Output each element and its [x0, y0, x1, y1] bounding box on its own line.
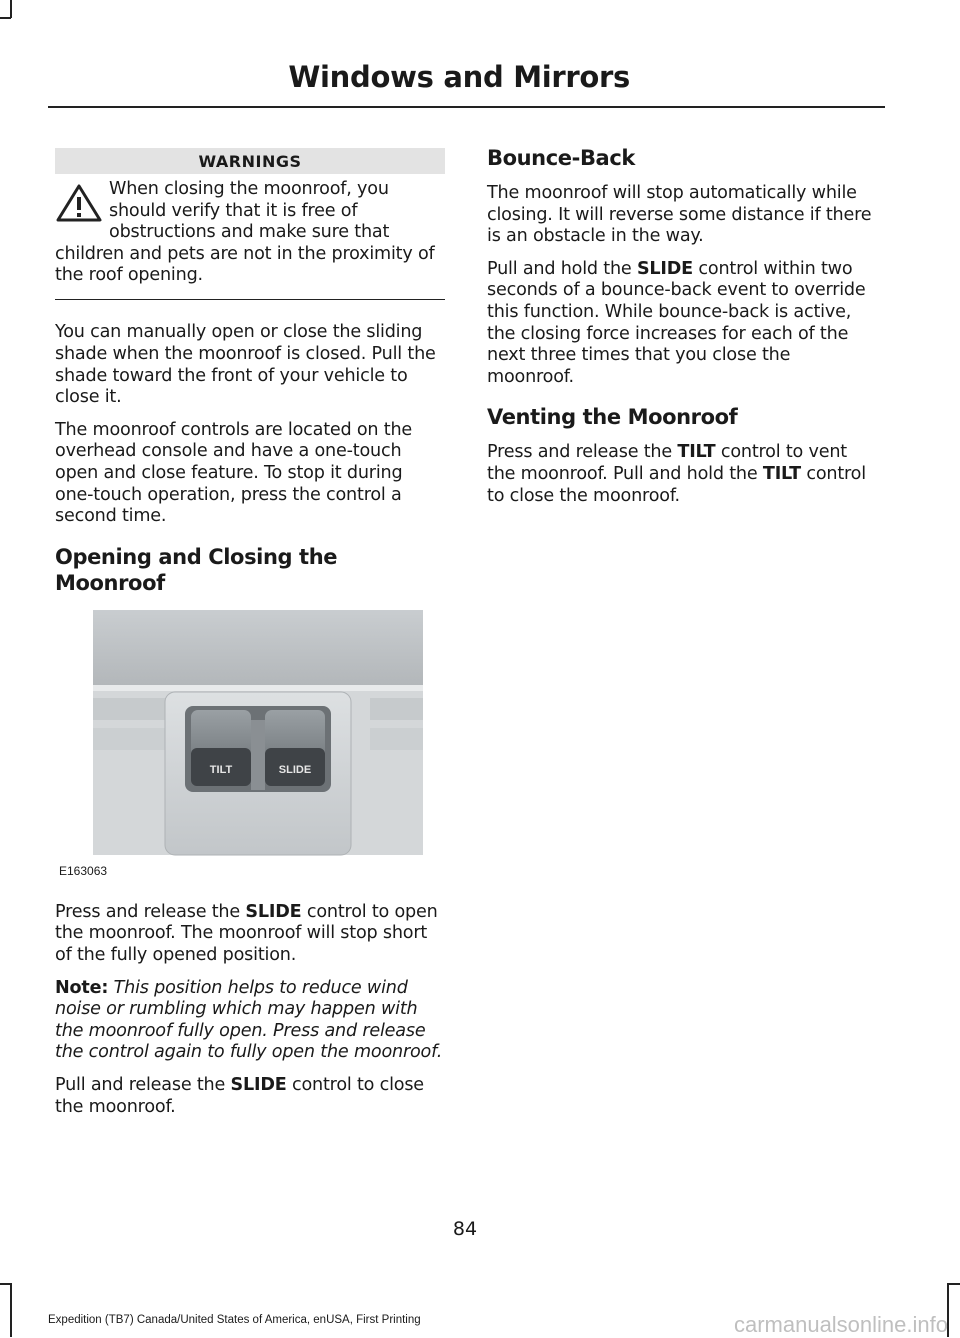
paragraph: Pull and hold the SLIDE control within two seconds of a bounce-back event to override this function. While bounce-back is active, the closing force increases for each of the next three times that you close the moonroof. — [487, 258, 866, 387]
left-column — [55, 148, 445, 1129]
watermark: carmanualsonline.info — [733, 1312, 948, 1337]
paragraph: The moonroof will stop automatically while closing. It will reverse some distance if there is an obstacle in the way. — [487, 183, 872, 247]
note-text: This position helps to reduce wind noise or rumbling which may happen with the moonroof fully open. Press and release the control again to fully open the moonroof. — [55, 977, 443, 1063]
footer-text: Expedition (TB7) Canada/United States of America, enUSA, First Printing — [48, 1314, 421, 1326]
page-header-title: Windows and Mirrors — [288, 60, 630, 94]
paragraph: Press and release the TILT control to vent the moonroof. Pull and hold the TILT control to close the moonroof. — [487, 442, 866, 506]
tilt-button-label: TILT — [209, 763, 233, 776]
moonroof-console-illustration — [55, 610, 445, 872]
warning-rule — [55, 299, 445, 301]
crop-mark — [10, 1283, 12, 1337]
header-rule — [48, 106, 885, 108]
crop-mark — [10, 0, 12, 18]
note-label: Note: — [55, 977, 109, 998]
warning-triangle-icon — [55, 183, 103, 223]
right-column — [487, 145, 877, 518]
note — [55, 978, 445, 1064]
paragraph: The moonroof controls are located on the overhead console and have a one-touch open and close feature. To stop it during one-touch operation, press the control a second time. — [55, 419, 413, 527]
section-heading: Bounce-Back — [487, 146, 635, 170]
paragraph: Pull and release the SLIDE control to close the moonroof. — [55, 1074, 424, 1117]
moonroof-controls-figure — [55, 610, 445, 878]
paragraph: Press and release the SLIDE control to open the moonroof. The moonroof will stop short of the fully opened position. — [55, 901, 438, 965]
warning-text: When closing the moonroof, you should verify that it is free of obstructions and make sure that children and pets are not in the proximity of the roof opening. — [55, 179, 435, 286]
section-heading: Venting the Moonroof — [487, 405, 738, 430]
slide-button-label: SLIDE — [278, 763, 312, 776]
warning-box — [55, 179, 445, 287]
figure-caption: E163063 — [59, 863, 108, 878]
warnings-heading: WARNINGS — [55, 148, 445, 174]
crop-mark — [0, 17, 11, 19]
crop-mark — [947, 1283, 960, 1285]
section-heading: Opening and Closing the Moonroof — [55, 544, 338, 595]
page-number: 84 — [452, 1218, 478, 1240]
crop-mark — [0, 1283, 11, 1285]
paragraph: You can manually open or close the sliding shade when the moonroof is closed. Pull the shade toward the front of your vehicle to close it. — [55, 322, 436, 408]
